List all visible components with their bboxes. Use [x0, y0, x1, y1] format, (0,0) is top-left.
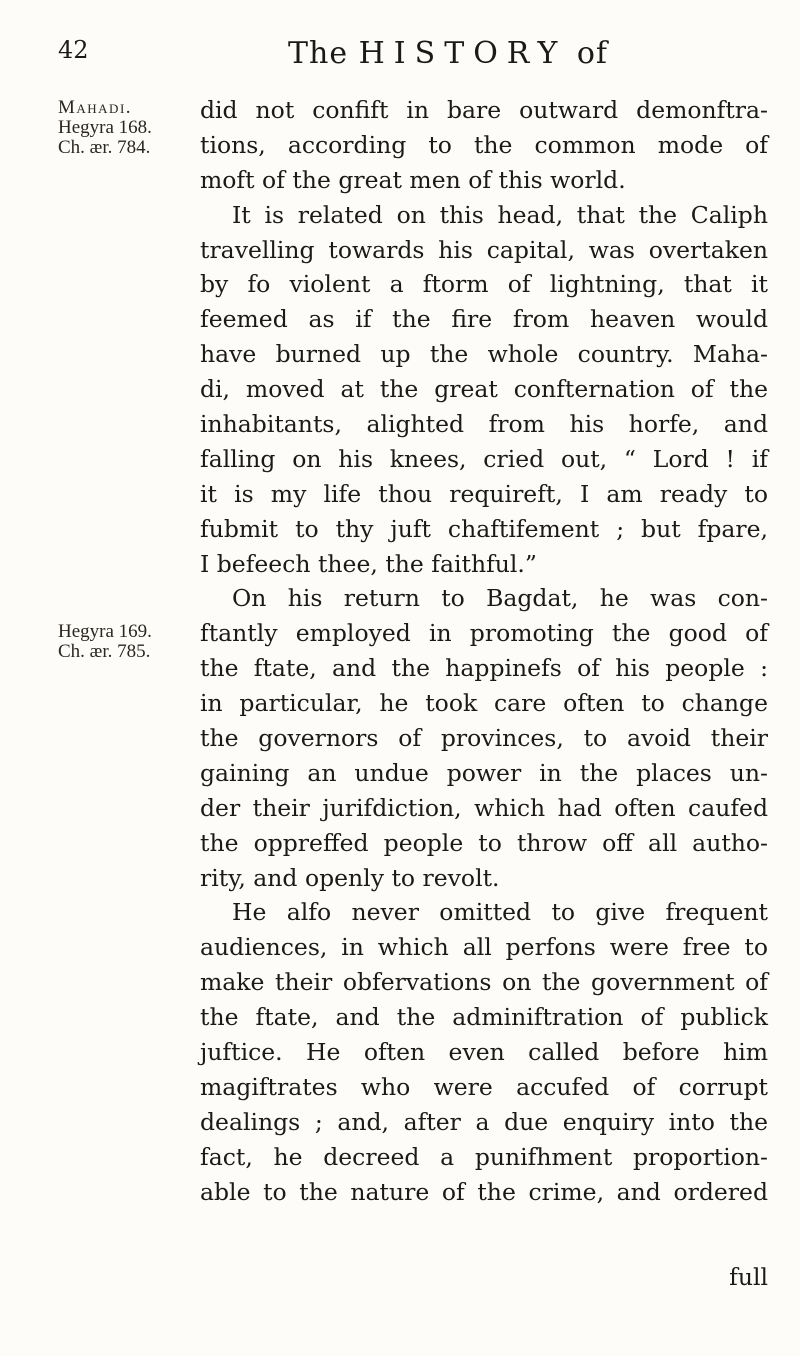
margin-note-line: Hegyra 168. — [58, 117, 152, 138]
text-line: travelling towards his capital, was overtaken — [200, 235, 768, 264]
text-line: fact, he decreed a punifhment proportion- — [200, 1142, 768, 1171]
page-number: 42 — [58, 36, 89, 64]
text-line: ftantly employed in promoting the good of — [200, 619, 768, 648]
text-line: inhabitants, alighted from his horfe, and — [200, 410, 768, 439]
text-line: tions, according to the common mode of — [200, 130, 768, 159]
text-line: moft of the great men of this world. — [200, 165, 626, 194]
text-line: able to the nature of the crime, and ordered — [200, 1177, 768, 1206]
text-line: the ftate, and the adminiftration of publick — [200, 1003, 768, 1032]
running-title — [288, 36, 608, 71]
text-line: der their jurifdiction, which had often caufed — [200, 793, 768, 822]
margin-note-heading: Mahadi. — [58, 97, 133, 118]
text-line: It is related on this head, that the Caliph — [232, 200, 768, 229]
margin-note-line: Ch. ær. 785. — [58, 641, 151, 662]
body-text — [200, 93, 768, 1210]
text-line: the governors of provinces, to avoid their — [200, 724, 768, 753]
text-line: the oppreffed people to throw off all autho- — [200, 828, 768, 857]
text-line: gaining an undue power in the places un- — [200, 758, 768, 787]
text-line: fubmit to thy juft chaftifement ; but fpare, — [200, 514, 768, 543]
text-line: rity, and openly to revolt. — [200, 863, 500, 892]
margin-note-2 — [58, 622, 152, 662]
margin-note-line: Hegyra 169. — [58, 621, 152, 642]
margin-note-1 — [58, 98, 152, 158]
text-line: juftice. He often even called before him — [200, 1038, 768, 1067]
text-line: make their obfervations on the government of — [200, 968, 768, 997]
text-line: audiences, in which all perfons were free to — [200, 933, 768, 962]
text-line: falling on his knees, cried out, “ Lord ! if — [200, 444, 768, 473]
running-title-prefix: The — [288, 36, 349, 71]
running-title-suffix: of — [576, 36, 608, 71]
text-line: magiftrates who were accufed of corrupt — [200, 1072, 768, 1101]
margin-note-line: Ch. ær. 784. — [58, 137, 151, 158]
text-line: I befeech thee, the faithful.” — [200, 549, 537, 578]
running-title-main: HISTORY — [358, 36, 567, 71]
text-line: have burned up the whole country. Maha- — [200, 340, 768, 369]
text-line: in particular, he took care often to change — [200, 689, 768, 718]
text-line: by fo violent a ftorm of lightning, that it — [200, 270, 768, 299]
text-line: He alfo never omitted to give frequent — [232, 898, 768, 927]
catchword: full — [729, 1263, 768, 1291]
text-line: the ftate, and the happinefs of his people : — [200, 654, 768, 683]
text-line: did not confift in bare outward demonftra- — [200, 96, 768, 124]
text-line: dealings ; and, after a due enquiry into the — [200, 1107, 768, 1136]
text-line: it is my life thou requireft, I am ready to — [200, 479, 768, 508]
text-line: di, moved at the great confternation of the — [200, 375, 768, 404]
text-line: feemed as if the fire from heaven would — [200, 305, 768, 334]
page-header — [0, 36, 800, 80]
text-line: On his return to Bagdat, he was con- — [232, 584, 768, 613]
